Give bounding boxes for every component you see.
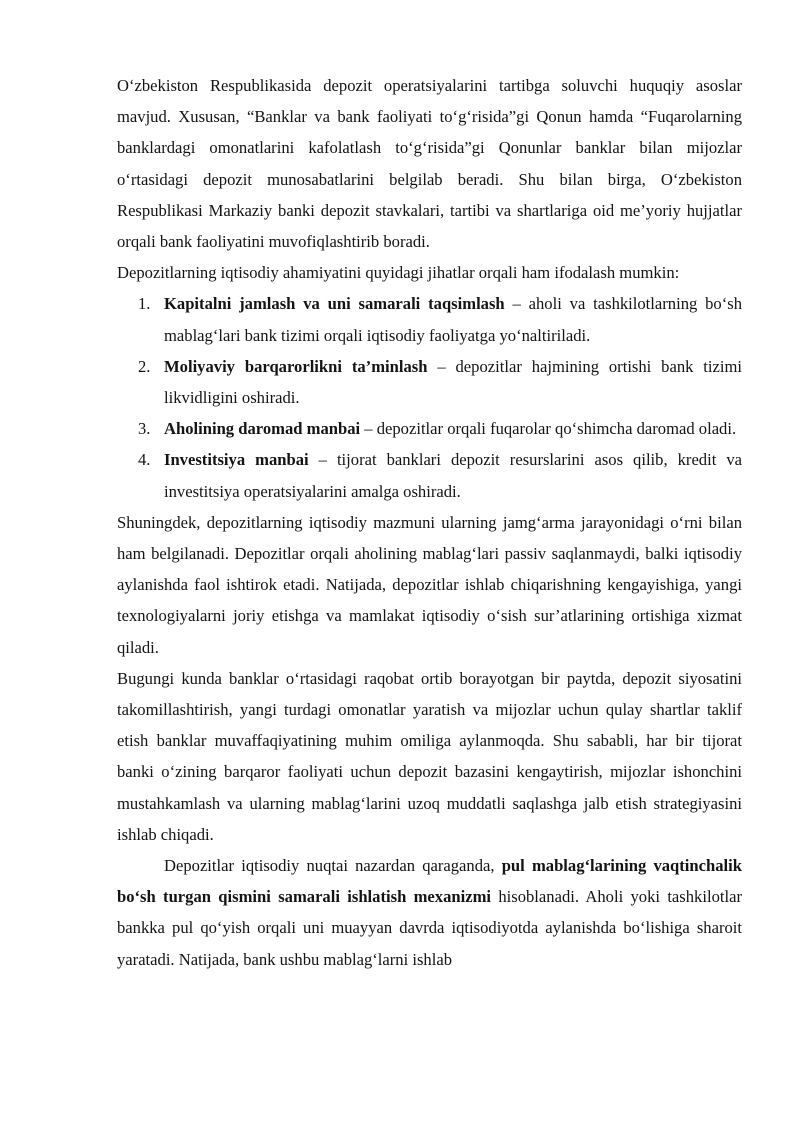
paragraph-list-intro: Depozitlarning iqtisodiy ahamiyatini quyidagi jihatlar orqali ham ifodalash mumkin:: [117, 263, 680, 283]
list-item-description: – aholi va tashkilotlarning bo‘sh mablag‘lari bank tizimi orqali iqtisodiy faoliyatga yo‘naltiriladi.: [164, 294, 742, 345]
paragraph-text-start: Depozitlar iqtisodiy nuqtai nazardan qaraganda,: [164, 856, 502, 876]
list-item-number: 2.: [138, 356, 151, 376]
list-item-term: Kapitalni jamlash va uni samarali taqsimlash: [164, 294, 505, 314]
list-item-term: Moliyaviy barqarorlikni ta’minlash: [164, 356, 428, 376]
paragraph-legal-basis: O‘zbekiston Respublikasida depozit operatsiyalarini tartibga soluvchi huquqiy asoslar mavjud. Xususan, “Banklar va bank faoliyati to‘g‘risida”gi Qonun hamda “Fuqarolarning banklardagi omonatlarini kafolatlash to‘g‘risida”gi Qonunlar banklar bilan mijozlar o‘rtasidagi depozit munosabatlarini belgilab beradi. Shu bilan birga, O‘zbekiston Respublikasi Markaziy banki depozit stavkalari, tartibi va shartlariga oid me’yoriy hujjatlar orqali bank faoliyatini muvofiqlashtirib boradi.: [117, 76, 742, 252]
paragraph-text-end: hisoblanadi. Aholi yoki tashkilotlar bankka pul qo‘yish orqali uni muayyan davrda iqtisodiyotda aylanishda bo‘lishiga sharoit yaratadi. Natijada, bank ushbu mablag‘larni ishlab: [117, 887, 742, 969]
document-page: [117, 70, 742, 975]
paragraph-emphasis: pul mablag‘larining vaqtinchalik bo‘sh turgan qismini samarali ishlatish mexanizmi: [117, 856, 742, 907]
paragraph-bank-competition: Bugungi kunda banklar o‘rtasidagi raqobat ortib borayotgan bir paytda, depozit siyosatini takomillashtirish, yangi turdagi omonatlar yaratish va mijozlar uchun qulay shartlar taklif etish banklar muvaffaqiyatining muhim omiliga aylanmoqda. Shu sababli, har bir tijorat banki o‘zining barqaror faoliyati uchun depozit bazasini kengaytirish, mijozlar ishonchini mustahkamlash va ularning mablag‘larini uzoq muddatli saqlashga jalb etish strategiyasini ishlab chiqadi.: [117, 668, 742, 844]
list-item-number: 1.: [138, 294, 151, 314]
economic-significance-list: [117, 288, 742, 506]
list-item-term: Investitsiya manbai: [164, 450, 309, 470]
list-item: [117, 351, 742, 413]
list-item-description: – depozitlar hajmining ortishi bank tizimi likvidligini oshiradi.: [164, 356, 743, 408]
list-item-description: – tijorat banklari depozit resurslarini asos qilib, kredit va investitsiya operatsiyalarini amalga oshiradi.: [164, 450, 742, 501]
list-item-number: 4.: [138, 450, 151, 470]
paragraph-funds-mechanism: [117, 850, 742, 975]
list-item: [117, 444, 742, 506]
list-item: [117, 413, 742, 444]
list-item: [117, 288, 742, 350]
list-item-description: – depozitlar orqali fuqarolar qo‘shimcha daromad oladi.: [360, 419, 737, 439]
list-item-term: Aholining daromad manbai: [164, 419, 361, 439]
list-item-number: 3.: [138, 419, 151, 439]
paragraph-savings-role: Shuningdek, depozitlarning iqtisodiy mazmuni ularning jamg‘arma jarayonidagi o‘rni bilan ham belgilanadi. Depozitlar orqali aholining mablag‘lari passiv saqlanmaydi, balki iqtisodiy aylanishda faol ishtirok etadi. Natijada, depozitlar ishlab chiqarishning kengayishiga, yangi texnologiyalarni joriy etishga va mamlakat iqtisodiy o‘sish sur’atlarining ortishiga xizmat qiladi.: [117, 512, 742, 657]
